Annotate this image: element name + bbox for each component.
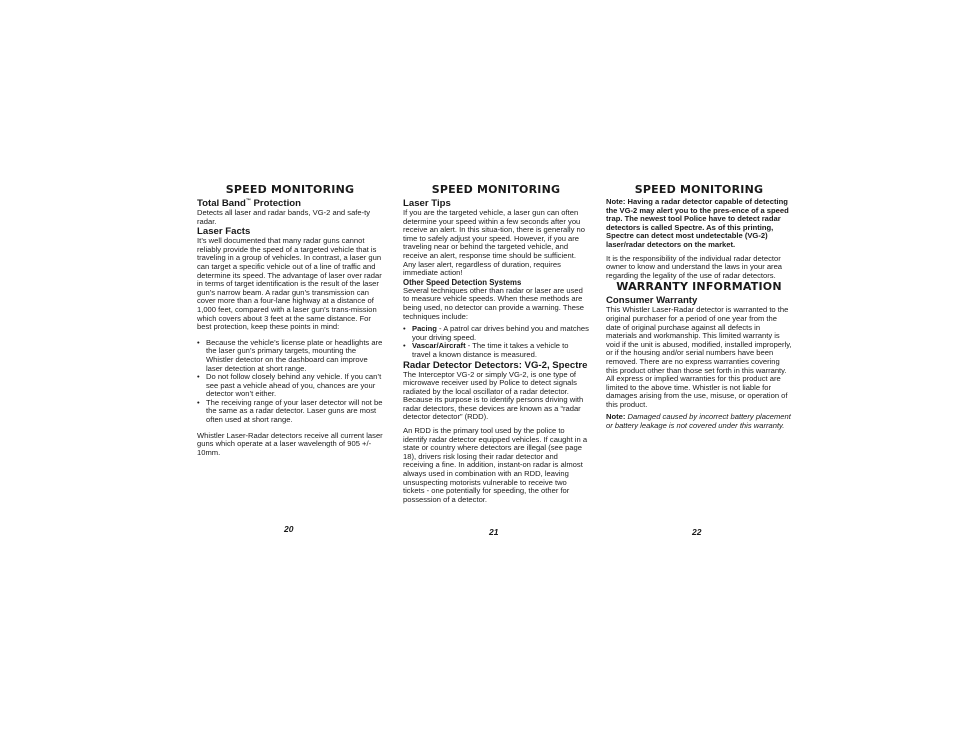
laser-facts-title: Laser Facts [197,226,251,238]
warranty-text: This Whistler Laser-Radar detector is warranted to the original purchaser for a period of one year from the date of original purchase against all defects in materials and workmanship. This limited warranty is void if the unit is abused, modified, installed improperly, or if the housing and/or serial numbers have been removed. There are no express warranties covering this product other than those set forth in this warranty. All express or implied warranties for this product are limited to the above time. Whistler is not liable for damages arising from the use, misuse, or operation of this product. [606,305,792,409]
laser-tips-title: Laser Tips [403,198,451,209]
bullet-item: • Because the vehicle’s license plate or headlights are the laser gun’s primary targets, mounting the Whistler detector on the dashboard can improve laser detection at short range. [197,337,383,373]
trademark-mark: ™ [245,198,251,204]
bullet-item: • The receiving range of your laser detector will not be the same as a radar detector. Laser guns are most often used at short range. [197,397,383,425]
battery-note: Note: Damaged caused by incorrect battery placement or battery leakage is not covered under this warranty. [606,412,791,431]
total-band-text: Detects all laser and radar bands, VG-2 and safe-ty radar. [197,208,371,226]
page-number-22: 22 [692,527,702,537]
bullet-item: • Do not follow closely behind any vehicle. If you can’t see past a vehicle ahead of you, chances are your detector won’t either. [197,372,382,399]
rdd-text-2: An RDD is the primary tool used by the police to identify radar detector equipped vehicles. If caught in a state or country where detectors are illegal (see page 18), drivers risk losing their radar detector and receiving a fine. In addition, instant-on radar is almost always used in combination with an RDD, leaving unsuspecting motorists vulnerable to receive two tickets - one potentially for speeding, the other for possession of a detector. [403,426,588,504]
laser-tips-text: If you are the targeted vehicle, a laser gun can often determine your speed within a few seconds after you receive an alert. In this situa-tion, there is generally no time to safely adjust your speed. However, if you are traveling near or behind the targeted vehicle, and receive an alert, response time should be sufficient. Any laser alert, regardless of duration, requires immediate action! [403,208,585,278]
warranty-heading: WARRANTY INFORMATION [616,280,782,294]
responsibility-text: It is the responsibility of the individual radar detector owner to know and understand the laws in your area regarding the legality of the use of radar detectors. [606,253,783,280]
rdd-title: Radar Detector Detectors: VG-2, Spectre [403,359,588,371]
speed-monitoring-heading: SPEED MONITORING [634,183,764,196]
other-systems-title: Other Speed Detection Systems [403,277,522,287]
column-page-20 [197,183,383,457]
page-number-21: 21 [489,527,499,537]
bullet-item-vascar: • Vascar/Aircraft - The time it takes a vehicle to travel a known distance is measured. [403,341,569,359]
column-page-21 [403,183,589,504]
speed-monitoring-heading: SPEED MONITORING [431,183,561,196]
total-band-title: Total Band™ Protection [197,198,301,209]
column-page-22 [606,183,792,431]
vg2-note: Note: Having a radar detector capable of detecting the VG-2 may alert you to the pres-ence of a speed trap. The newest tool Police have to detect radar detectors is called Spectre. As of this printing, Spectre can detect most undetectable (VG-2) laser/radar detectors on the market. [606,197,789,249]
whistler-text: Whistler Laser-Radar detectors receive all current laser guns which operate at a laser wavelength of 905 +/- 10mm. [197,430,383,457]
page-number-20: 20 [284,524,294,534]
rdd-text-1: The Interceptor VG-2 or simply VG-2, is one type of microwave receiver used by Police to detect signals radiated by the local oscillator of a radar detector. Because its purpose is to identify persons driving with radar detectors, these devices are known as a “radar detector detector” (RDD). [403,369,584,422]
speed-monitoring-heading: SPEED MONITORING [225,183,355,196]
bullet-item-pacing: • Pacing - A patrol car drives behind you and matches your driving speed. [403,324,589,342]
consumer-warranty-title: Consumer Warranty [606,295,698,307]
laser-facts-text: It’s well documented that many radar guns cannot reliably provide the speed of a targeted vehicle that is traveling in a group of vehicles. In contrast, a laser gun can target a specific vehicle out of a line of traffic and determine its speed. The advantage of laser over radar in terms of target identification is the result of the laser gun’s narrow beam. A radar gun’s transmission can cover more than a four-lane highway at a distance of 1,000 feet, compared with a laser gun’s trans-mission which covers about 3 feet at the same distance. For best protection, keep these points in mind: [197,236,382,332]
other-systems-text: Several techniques other than radar or laser are used to measure vehicle speeds. When these methods are being used, no detector can provide a warning. These techniques include: [403,285,584,321]
